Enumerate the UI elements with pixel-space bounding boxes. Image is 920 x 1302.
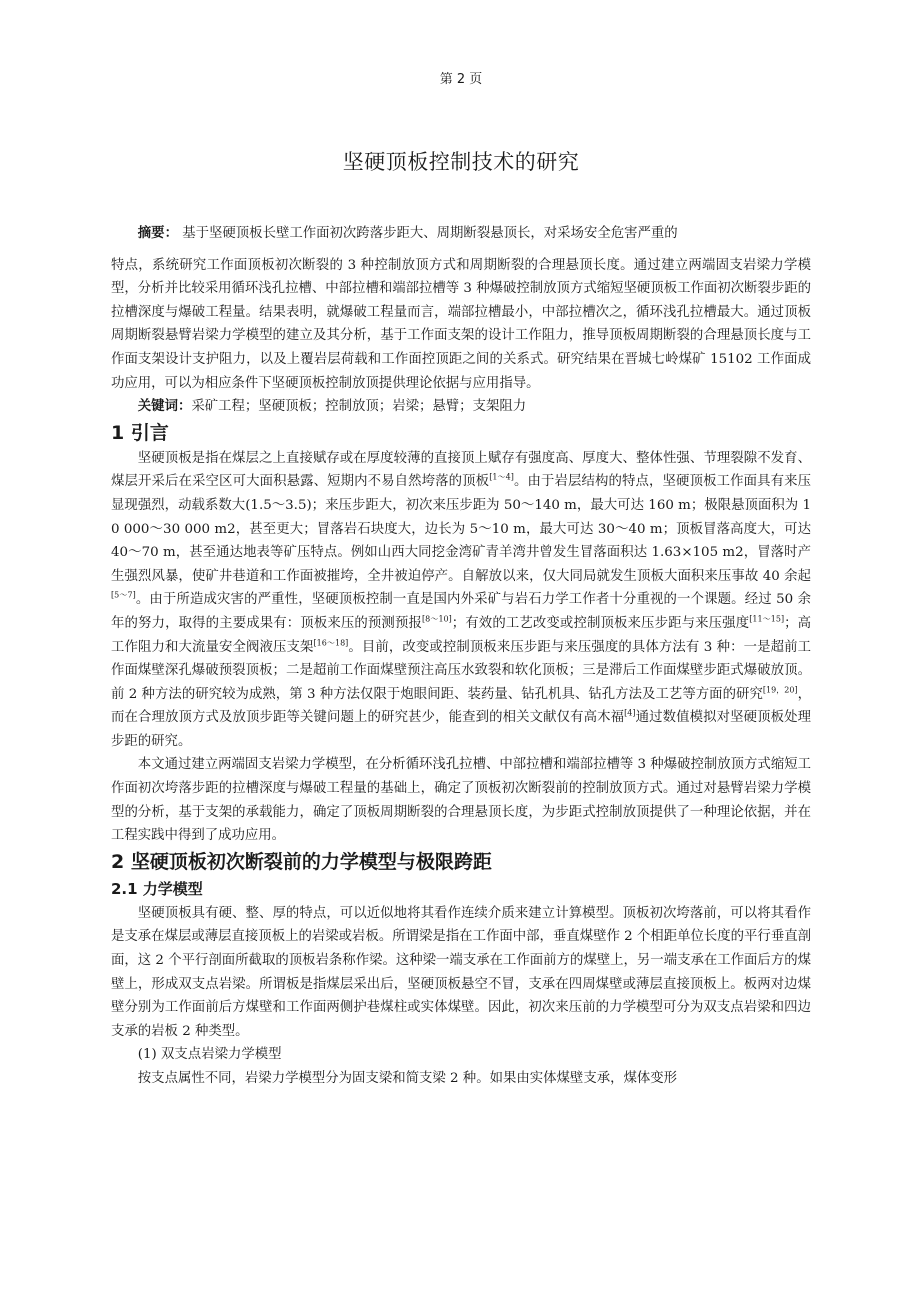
citation: [16～18]: [313, 638, 349, 648]
section-1-paragraph-1: [111, 447, 811, 754]
citation: [8～10]: [421, 614, 452, 624]
citation: [1～4]: [489, 472, 514, 482]
text-run: 。由于岩层结构的特点，坚硬顶板工作面具有来压显现强烈，动载系数大(1.5～3.5)；来压步距大，初次来压步距为 50～140 m，最大可达 160 m；极限悬顶面积为 10 000～30 000 m2，甚至更大；冒落岩石块度大，边长为 5～10 m，最大可达 30～40 m；顶板冒落高度大，可达 40～70 m，甚至通达地表等矿压特点。例如山西大同挖金湾矿青羊湾井曾发生冒落面积达 1.63×105 m2，冒落时产生强烈风暴，使矿井巷道和工作面被摧垮，全井被迫停产。自解放以来，仅大同局就发生顶板大面积来压事故 40 余起: [111, 474, 812, 584]
item-1-heading: (1) 双支点岩梁力学模型: [137, 1047, 282, 1063]
abstract-label: 摘要：: [137, 226, 178, 241]
text-run: 通过数值模拟对坚硬顶板处理步距的研究。: [111, 710, 812, 749]
citation: [4]: [624, 708, 636, 718]
text-run: 。目前，改变或控制顶板来压步距与来压强度的具体方法有 3 种：一是超前工作面煤壁深孔爆破预裂顶板；二是超前工作面煤壁预注高压水致裂和软化顶板；三是滞后工作面煤壁步距式爆破放顶。前 2 种方法的研究较为成熟，第 3 种方法仅限于炮眼间距、装药量、钻孔机具、钻孔方法及工艺等方面的研究: [111, 639, 812, 702]
text-run: ；高工作阻力和大流量安全阀液压支架: [111, 615, 812, 655]
page-number: 第 2 页: [439, 72, 483, 87]
keywords-line: [111, 395, 811, 419]
abstract-first-line: [111, 222, 811, 246]
item-1-paragraph: 按支点属性不同，岩梁力学模型分为固支梁和简支梁 2 种。如果由实体煤壁支承，煤体变形: [137, 1071, 678, 1086]
citation: [11～15]: [749, 614, 785, 624]
subsection-2-1-heading: 2.1 力学模型: [111, 879, 203, 898]
citation: [5～7]: [111, 590, 136, 600]
text-run: ；有效的工艺改变或控制顶板来压步距与来压强度: [451, 615, 750, 631]
paper-title: 坚硬顶板控制技术的研究: [342, 150, 580, 174]
keywords-label: 关键词：: [137, 399, 192, 415]
abstract-text-start: 基于坚硬顶板长壁工作面初次跨落步距大、周期断裂悬顶长，对采场安全危害严重的: [182, 226, 678, 241]
section-1-paragraph-2: 本文通过建立两端固支岩梁力学模型，在分析循环浅孔拉槽、中部拉槽和端部拉槽等 3 种爆破控制放顶方式缩短工作面初次垮落步距的拉槽深度与爆破工程量的基础上，确定了顶板初次断裂前的控制放顶方式。通过对悬臂岩梁力学模型的分析，基于支架的承载能力，确定了顶板周期断裂的合理悬顶长度，为步距式控制放顶提供了一种理论依据，并在工程实践中得到了成功应用。: [111, 757, 811, 844]
citation: [19，20]: [762, 685, 798, 695]
text-run: 。由于所造成灾害的严重性，坚硬顶板控制一直是国内外采矿与岩石力学工作者十分重视的一个课题。经过 50 余年的努力，取得的主要成果有：顶板来压的预测预报: [111, 592, 811, 631]
text-run: 坚硬顶板是指在煤层之上直接赋存或在厚度较薄的直接顶上赋存有强度高、厚度大、整体性强、节理裂隙不发育、煤层开采后在采空区可大面积悬露、短期内不易自然垮落的顶板: [111, 450, 811, 490]
keywords-text: 采矿工程；坚硬顶板；控制放顶；岩梁；悬臂；支架阻力: [191, 399, 527, 415]
text-run: ，而在合理放顶方式及放顶步距等关键问题上的研究甚少，能查到的相关文献仅有高木福: [111, 686, 812, 726]
section-2-heading: 2 坚硬顶板初次断裂前的力学模型与极限跨距: [111, 850, 492, 873]
section-1-heading: 1 引言: [111, 421, 169, 444]
paper-body: [111, 222, 811, 1091]
abstract-text: 特点，系统研究工作面顶板初次断裂的 3 种控制放顶方式和周期断裂的合理悬顶长度。通过建立两端固支岩梁力学模型，分析并比较采用循环浅孔拉槽、中部拉槽和端部拉槽等 3 种爆破控制放顶方式缩短坚硬顶板工作面初次断裂步距的拉槽深度与爆破工程量。结果表明，就爆破工程量而言，端部拉槽最小，中部拉槽次之，循环浅孔拉槽最大。通过顶板周期断裂悬臂岩梁力学模型的建立及其分析，基于工作面支架的设计工作阻力，推导顶板周期断裂的合理悬顶长度与工作面支架设计支护阻力，以及上覆岩层荷载和工作面控顶距之间的关系式。研究结果在晋城七岭煤矿 15102 工作面成功应用，可以为相应条件下坚硬顶板控制放顶提供理论依据与应用指导。: [111, 257, 811, 391]
subsection-2-1-paragraph: 坚硬顶板具有硬、整、厚的特点，可以近似地将其看作连续介质来建立计算模型。顶板初次垮落前，可以将其看作是支承在煤层或薄层直接顶板上的岩梁或岩板。所谓梁是指在工作面中部，垂直煤壁作 2 个相距单位长度的平行垂直剖面，这 2 个平行剖面所截取的顶板岩条称作梁。这种梁一端支承在工作面前方的煤壁上，另一端支承在工作面后方的煤壁上，形成双支点岩梁。所谓板是指煤层采出后，坚硬顶板悬空不冒，支承在四周煤壁或薄层直接顶板上。板两对边煤壁分别为工作面前后方煤壁和工作面两侧护巷煤柱或实体煤壁。因此，初次来压前的力学模型可分为双支点岩梁和四边支承的岩板 2 种类型。: [111, 905, 811, 1039]
